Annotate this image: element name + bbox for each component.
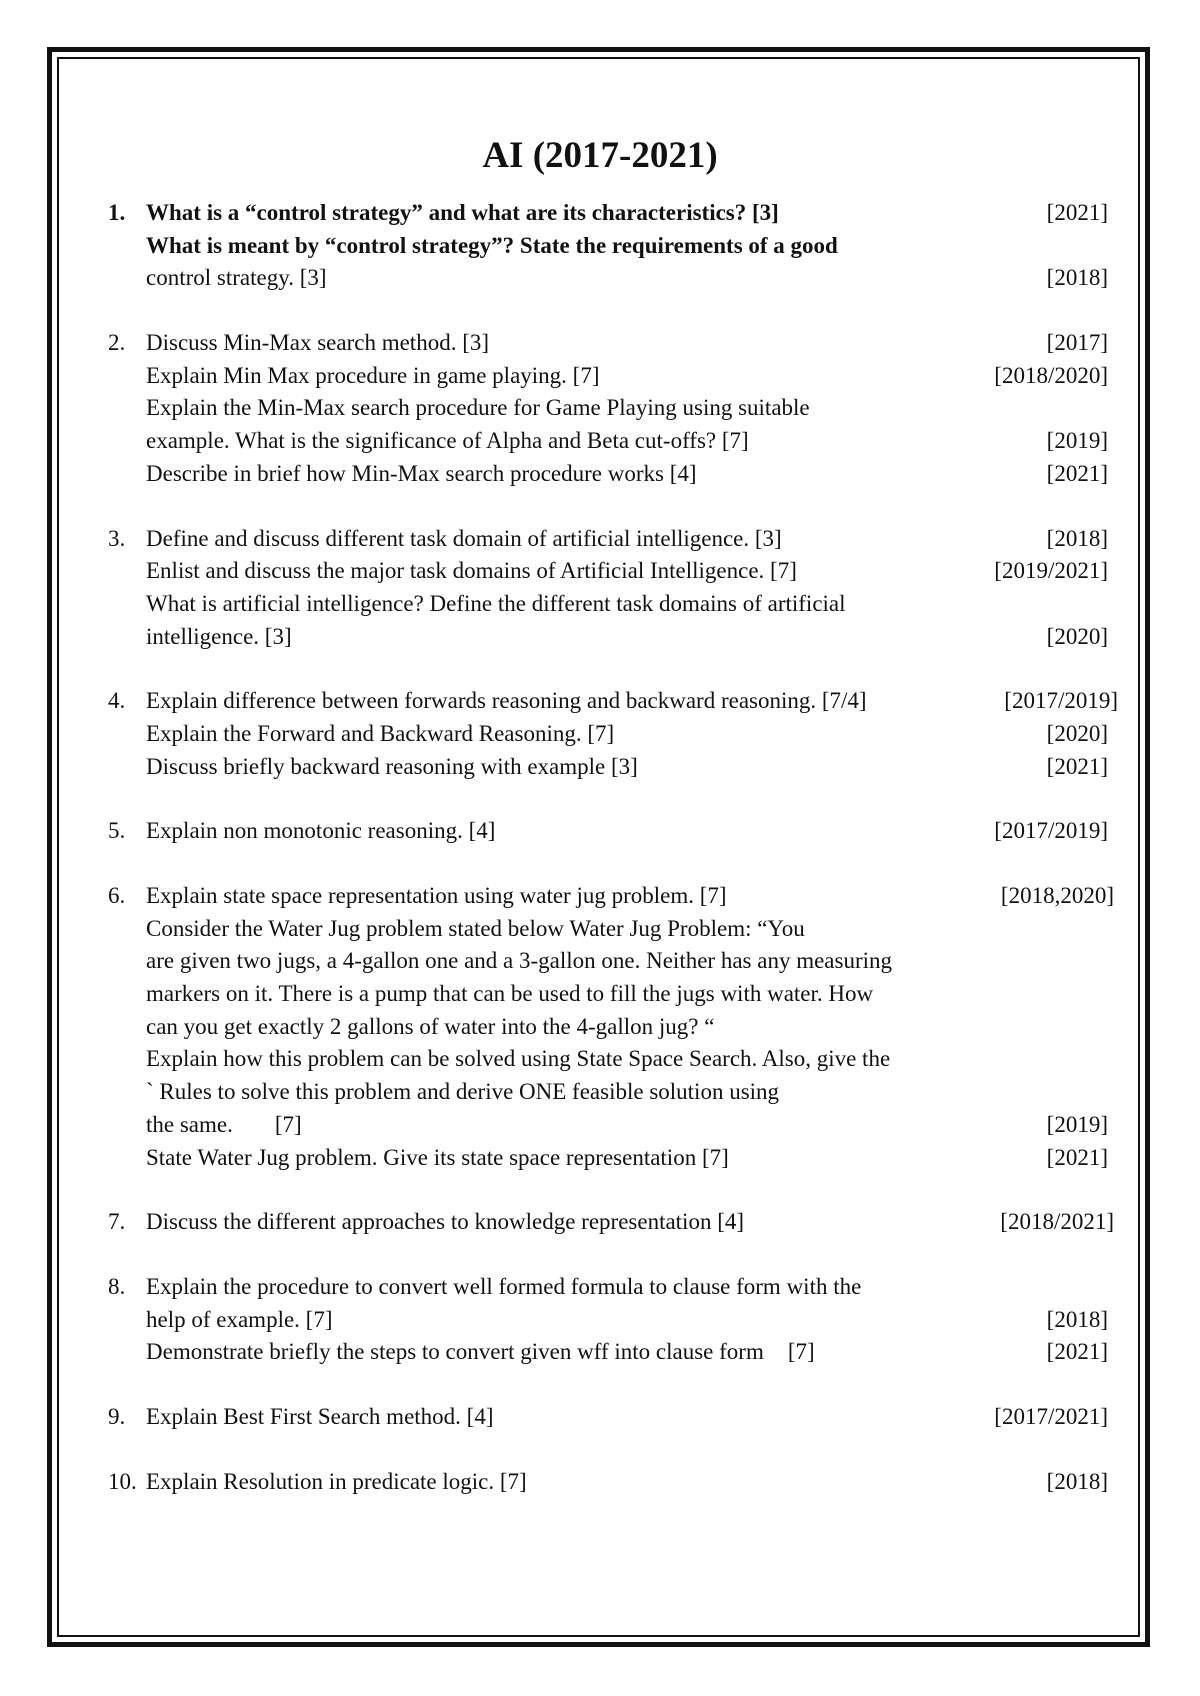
question-marks: [7] bbox=[274, 1111, 302, 1137]
question-year: [2021] bbox=[1046, 1144, 1108, 1170]
question-line bbox=[108, 1206, 1114, 1239]
question-year: [2018,2020] bbox=[1000, 883, 1114, 908]
question-number: 10. bbox=[108, 1468, 137, 1494]
question-text: Explain non monotonic reasoning. [4] bbox=[146, 818, 496, 844]
question-line bbox=[108, 815, 1108, 848]
question-line bbox=[108, 588, 1108, 621]
question-number: 9. bbox=[108, 1403, 126, 1429]
question-number: 3. bbox=[108, 525, 126, 551]
question-year: [2020] bbox=[1046, 720, 1108, 746]
question-text: Define and discuss different task domain of artificial intelligence. [3] bbox=[146, 525, 782, 551]
question-year: [2020] bbox=[1046, 623, 1108, 649]
question-text: ` Rules to solve this problem and derive ONE feasible solution using bbox=[146, 1079, 780, 1105]
question-year: [2018/2020] bbox=[994, 362, 1108, 388]
question-text: markers on it. There is a pump that can be used to fill the jugs with water. How bbox=[146, 981, 874, 1007]
question-year: [2017] bbox=[1046, 330, 1108, 356]
question-text: Explain the Forward and Backward Reasoning. [7] bbox=[146, 720, 615, 746]
question-year: [2018] bbox=[1046, 1306, 1108, 1332]
question-line bbox=[108, 880, 1114, 913]
question-number: 6. bbox=[108, 883, 126, 908]
question-10 bbox=[108, 1466, 1108, 1499]
question-9 bbox=[108, 1401, 1108, 1434]
question-year: [2021] bbox=[1046, 200, 1108, 225]
question-line bbox=[108, 978, 1108, 1011]
question-marks: [7] bbox=[787, 1339, 815, 1365]
question-text: Explain the Min-Max search procedure for Game Playing using suitable bbox=[146, 395, 810, 421]
question-text: can you get exactly 2 gallons of water into the 4-gallon jug? “ bbox=[146, 1013, 715, 1039]
question-text: Explain difference between forwards reasoning and backward reasoning. [7/4] bbox=[146, 688, 867, 714]
question-text: Demonstrate briefly the steps to convert given wff into clause form bbox=[146, 1339, 764, 1365]
question-text: What is artificial intelligence? Define the different task domains of artificial bbox=[146, 590, 846, 616]
question-line bbox=[108, 327, 1108, 360]
question-year: [2018] bbox=[1046, 525, 1108, 551]
question-number: 7. bbox=[108, 1209, 126, 1235]
question-line bbox=[108, 1466, 1108, 1499]
question-number: 1. bbox=[108, 200, 126, 225]
question-line bbox=[108, 685, 1118, 718]
question-line bbox=[108, 262, 1108, 295]
question-line bbox=[108, 230, 1108, 263]
question-text: Discuss briefly backward reasoning with example [3] bbox=[146, 753, 638, 779]
question-year: [2018/2021] bbox=[1000, 1209, 1114, 1235]
question-text: Explain Min Max procedure in game playing. [7] bbox=[146, 362, 600, 388]
question-text: Explain state space representation using water jug problem. [7] bbox=[146, 883, 727, 908]
question-text: Describe in brief how Min-Max search procedure works [4] bbox=[146, 460, 697, 486]
question-line bbox=[108, 1109, 1108, 1142]
question-line bbox=[108, 523, 1108, 556]
question-text: Discuss Min-Max search method. [3] bbox=[146, 330, 490, 356]
question-line bbox=[108, 1076, 1108, 1109]
question-4 bbox=[108, 685, 1118, 783]
question-line bbox=[108, 392, 1108, 425]
question-text: example. What is the significance of Alpha and Beta cut-offs? [7] bbox=[146, 428, 749, 454]
question-line bbox=[108, 621, 1108, 654]
question-year: [2019] bbox=[1046, 428, 1108, 454]
question-text: are given two jugs, a 4-gallon one and a 3-gallon one. Neither has any measuring bbox=[146, 948, 892, 974]
question-line bbox=[108, 360, 1108, 393]
question-line bbox=[108, 555, 1108, 588]
question-text: State Water Jug problem. Give its state space representation [7] bbox=[146, 1144, 729, 1170]
question-year: [2019] bbox=[1046, 1111, 1108, 1137]
question-year: [2021] bbox=[1046, 753, 1108, 779]
question-number: 8. bbox=[108, 1273, 126, 1299]
question-line bbox=[108, 1043, 1108, 1076]
question-2 bbox=[108, 327, 1108, 490]
question-8 bbox=[108, 1271, 1108, 1369]
question-text: intelligence. [3] bbox=[146, 623, 292, 649]
question-line bbox=[108, 1336, 1108, 1369]
question-year: [2021] bbox=[1046, 460, 1108, 486]
question-line bbox=[108, 1401, 1108, 1434]
question-list bbox=[108, 197, 1118, 1530]
question-text: What is meant by “control strategy”? State the requirements of a good bbox=[146, 232, 838, 258]
question-6 bbox=[108, 880, 1114, 1174]
question-year: [2019/2021] bbox=[994, 558, 1108, 584]
question-text: Enlist and discuss the major task domains of Artificial Intelligence. [7] bbox=[146, 558, 797, 584]
question-line bbox=[108, 913, 1108, 946]
question-year: [2018] bbox=[1046, 1468, 1108, 1494]
question-3 bbox=[108, 523, 1108, 654]
question-text: Explain the procedure to convert well formed formula to clause form with the bbox=[146, 1273, 862, 1299]
question-7 bbox=[108, 1206, 1114, 1239]
question-1 bbox=[108, 197, 1108, 295]
question-year: [2017/2019] bbox=[1004, 688, 1118, 714]
question-text: control strategy. [3] bbox=[146, 265, 327, 291]
question-line bbox=[108, 751, 1108, 784]
question-text: the same. bbox=[146, 1111, 233, 1137]
question-line bbox=[108, 718, 1108, 751]
question-line bbox=[108, 197, 1108, 230]
question-text: Explain how this problem can be solved using State Space Search. Also, give the bbox=[146, 1046, 891, 1072]
question-line bbox=[108, 1271, 1108, 1304]
question-number: 4. bbox=[108, 688, 126, 714]
question-line bbox=[108, 1142, 1108, 1175]
question-year: [2018] bbox=[1046, 265, 1108, 291]
question-line bbox=[108, 425, 1108, 458]
question-text: Discuss the different approaches to knowledge representation [4] bbox=[146, 1209, 745, 1235]
question-year: [2017/2021] bbox=[994, 1403, 1108, 1429]
question-number: 2. bbox=[108, 330, 126, 356]
question-text: What is a “control strategy” and what are its characteristics? [3] bbox=[146, 200, 779, 225]
question-text: help of example. [7] bbox=[146, 1306, 333, 1332]
question-line bbox=[108, 1304, 1108, 1337]
question-year: [2017/2019] bbox=[994, 818, 1108, 844]
question-number: 5. bbox=[108, 818, 126, 844]
question-5 bbox=[108, 815, 1108, 848]
question-text: Explain Best First Search method. [4] bbox=[146, 1403, 494, 1429]
page-title: AI (2017-2021) bbox=[482, 135, 718, 176]
question-year: [2021] bbox=[1046, 1339, 1108, 1365]
question-line bbox=[108, 1011, 1108, 1044]
question-text: Explain Resolution in predicate logic. [7] bbox=[146, 1468, 527, 1494]
question-line bbox=[108, 945, 1108, 978]
question-text: Consider the Water Jug problem stated below Water Jug Problem: “You bbox=[146, 915, 805, 941]
question-line bbox=[108, 458, 1108, 491]
